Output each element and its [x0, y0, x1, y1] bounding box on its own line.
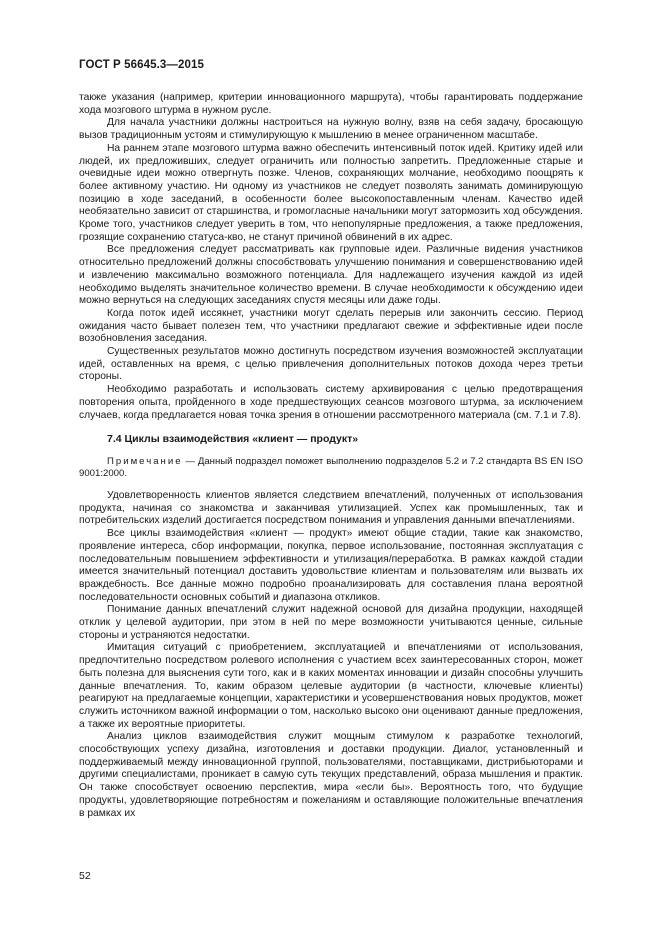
document-header: ГОСТ Р 56645.3—2015 [79, 59, 204, 71]
paragraph: Удовлетворенность клиентов является следствием впечатлений, полученных от использования продукта, начиная со знакомства и заканчивая утилизацией. Успех как промышленных, так и потребительских изделий достигается посредством понимания и управления данными впечатлениями. [79, 489, 583, 527]
paragraph: Понимание данных впечатлений служит надежной основой для дизайна продукции, находящей отклик у целевой аудитории, при этом в ней по мере возможности учитываются ценные, сильные стороны и устраняются недостатки. [79, 604, 583, 641]
paragraph: Имитация ситуаций с приобретением, эксплуатацией и впечатлениями от использования, предпочтительно посредством ролевого исполнения с участием всех заинтересованных сторон, может быть полезна для выяснения сути того, как и в каких моментах инновации и дизайн способны улучшить данные впечатления. То, каким образом целевые аудитории (в частности, ключевые клиенты) реагируют на предлагаемые концепции, характеристики и усовершенствования новых продуктов, может служить источником важной информации о том, насколько высоко они оценивают данные предложения, а также их вероятные приоритеты. [79, 642, 583, 730]
paragraph: Когда поток идей иссякнет, участники могут сделать перерыв или закончить сессию. Период ожидания часто бывает полезен тем, что участники предлагают свежие и эффективные идеи после возобновления заседания. [79, 307, 583, 345]
paragraph: На раннем этапе мозгового штурма важно обеспечить интенсивный поток идей. Критику идей или людей, их предложивших, следует ограничить или полностью запретить. Предложенные старые и очевидные идеи можно отвергнуть позже. Членов, сохраняющих молчание, необходимо поощрять к более активному участию. Ни одному из участников не следует позволять занимать доминирующую позицию в ходе заседаний, в особенности более высокопоставленным членам. Качество идей необязательно зависит от старшинства, и громогласные начальники могут затормозить ход обсуждения. Кроме того, участников следует уверить в том, что непопулярные предложения, а также предложения, грозящие сохранению статуса-кво, не станут причиной обвинений в их адрес. [79, 142, 583, 243]
page-body [79, 92, 583, 820]
paragraph: Для начала участники должны настроиться на нужную волну, взяв на себя задачу, бросающую вызов традиционным устоям и стимулирующую к мышлению в менее ограниченном масштабе. [79, 117, 583, 142]
section-heading: 7.4 Циклы взаимодействия «клиент — продукт» [107, 433, 359, 446]
paragraph: Все предложения следует рассматривать как групповые идеи. Различные видения участников относительно предложений должны способствовать улучшению понимания и совершенствованию идей и извлечению максимально возможного потенциала. Для надлежащего изучения каждой из идей необходимо выделять значительное количество времени. В случае необходимости к обсуждению идеи можно вернуться на следующих заседаниях спустя месяцы или даже годы. [79, 244, 583, 307]
page-number: 52 [79, 870, 91, 882]
note-label: Примечание [107, 455, 183, 467]
paragraph: Все циклы взаимодействия «клиент — продукт» имеют общие стадии, такие как знакомство, проявление интереса, сбор информации, покупка, первое использование, постоянная эксплуатация с последовательным повышением эффективности и утилизация/переработка. В рамках каждой стадии имеется значительный потенциал доставить удовольствие клиентам и пользователям или вызвать их враждебность. Все данные можно подробно проанализировать для составления плана вероятной последовательности основных событий и диапазона откликов. [79, 528, 583, 603]
paragraph: Существенных результатов можно достигнуть посредством изучения возможностей эксплуатации идей, оставленных на время, с целью привлечения дополнительных потоков дохода через третьи стороны. [79, 346, 583, 383]
note [79, 456, 583, 480]
note-text: — Данный подраздел поможет выполнению подразделов 5.2 и 7.2 стандарта BS EN ISO 9001:2000. [79, 455, 583, 479]
paragraph: также указания (например, критерии инновационного маршрута), чтобы гарантировать поддержание хода мозгового штурма в нужном русле. [79, 92, 583, 116]
paragraph: Необходимо разработать и использовать систему архивирования с целью предотвращения повторения опыта, пройденного в ходе предшествующих сеансов мозгового штурма, за исключением случаев, когда предлагается новая точка зрения в отношении рассмотренного материала (см. 7.1 и 7.8). [79, 384, 583, 421]
paragraph: Анализ циклов взаимодействия служит мощным стимулом к разработке технологий, способствующих успеху дизайна, изготовления и доставки продукции. Диалог, установленный и поддерживаемый между инновационной группой, пользователями, поставщиками, дистрибьюторами и другими специалистами, проникает в самую суть текущих представлений, образа мышления и практик. Он также способствует освоению перспектив, мира «если бы». Вероятность того, что будущие продукты, удовлетворяющие потребностям и пожеланиям и оставляющие положительные впечатления в рамках их [79, 731, 583, 819]
